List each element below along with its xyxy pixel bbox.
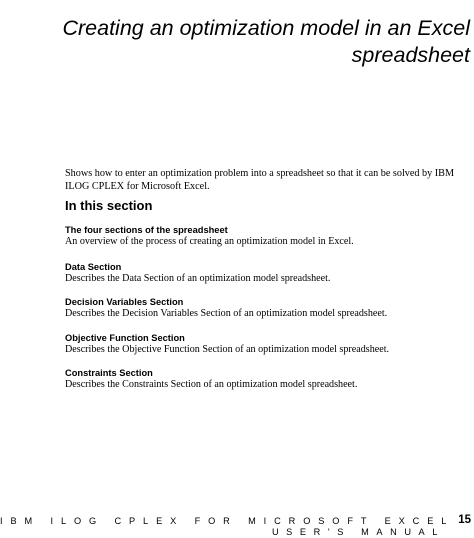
topic-item xyxy=(65,332,470,356)
topic-link-decision-variables[interactable]: Decision Variables Section xyxy=(65,297,184,307)
footer-manual-title: IBM ILOG CPLEX FOR MICROSOFT EXCEL xyxy=(0,516,455,526)
chapter-title-line-1: Creating an optimization model in an Excel xyxy=(62,16,470,41)
topic-link-four-sections[interactable]: The four sections of the spreadsheet xyxy=(65,225,228,235)
chapter-title-line-2: spreadsheet xyxy=(351,43,470,68)
section-heading: In this section xyxy=(65,198,153,213)
page-number: 15 xyxy=(458,514,471,526)
topic-link-constraints[interactable]: Constraints Section xyxy=(65,368,153,378)
topic-description: An overview of the process of creating an optimization model in Excel. xyxy=(65,236,354,247)
topic-description: Describes the Constraints Section of an optimization model spreadsheet. xyxy=(65,379,358,390)
topic-description: Describes the Objective Function Section of an optimization model spreadsheet. xyxy=(65,344,390,355)
chapter-title xyxy=(30,15,470,69)
topic-description: Describes the Data Section of an optimization model spreadsheet. xyxy=(65,273,331,284)
intro-paragraph: Shows how to enter an optimization problem into a spreadsheet so that it can be solved by IBM ILOG CPLEX for Microsoft Excel. xyxy=(65,168,455,192)
topic-link-objective-function[interactable]: Objective Function Section xyxy=(65,333,185,343)
topic-description: Describes the Decision Variables Section of an optimization model spreadsheet. xyxy=(65,308,388,319)
topic-item xyxy=(65,367,470,391)
topic-item xyxy=(65,224,470,248)
footer-manual-subtitle: USER'S MANUAL xyxy=(271,527,445,537)
topic-link-data-section[interactable]: Data Section xyxy=(65,262,122,272)
topic-item xyxy=(65,296,470,320)
topic-item xyxy=(65,261,470,285)
